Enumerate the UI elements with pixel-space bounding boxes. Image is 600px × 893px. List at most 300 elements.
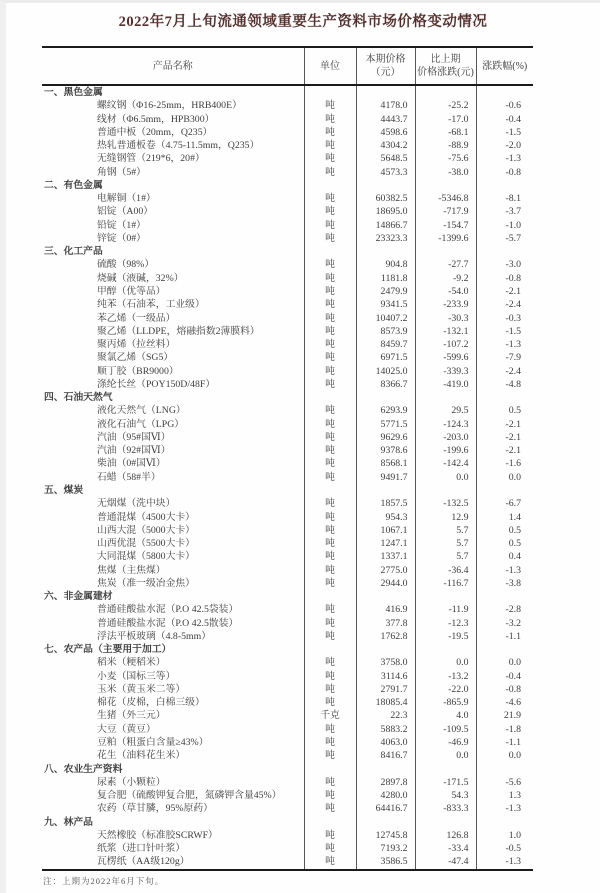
pct-change-cell: 1.0 bbox=[476, 829, 533, 842]
page-title: 2022年7月上旬流通领域重要生产资料市场价格变动情况 bbox=[118, 14, 488, 30]
unit-cell: 吨 bbox=[304, 603, 356, 616]
current-price-cell: 18085.4 bbox=[356, 696, 415, 709]
price-change-cell: 0.0 bbox=[415, 749, 476, 762]
current-price-cell: 9341.5 bbox=[356, 298, 415, 311]
current-price-cell: 12745.8 bbox=[356, 829, 415, 842]
header-current-price-line1: 本期价格 bbox=[365, 54, 406, 65]
unit-cell: 吨 bbox=[304, 457, 356, 470]
unit-cell: 吨 bbox=[304, 312, 356, 325]
product-name-cell: 汽油（92#国Ⅵ） bbox=[97, 445, 171, 457]
pct-change-cell: 0.5 bbox=[476, 537, 533, 550]
product-row bbox=[42, 126, 533, 139]
pct-change-cell: -0.3 bbox=[476, 312, 533, 325]
price-change-cell: 29.5 bbox=[415, 404, 476, 417]
empty-cell bbox=[304, 590, 356, 603]
price-change-cell: 0.0 bbox=[415, 471, 476, 484]
current-price-cell: 1337.1 bbox=[356, 550, 415, 563]
price-table bbox=[42, 46, 533, 871]
product-name-cell: 苯乙烯（一级品） bbox=[97, 312, 176, 324]
product-name-cell: 液化天然气（LNG） bbox=[97, 405, 186, 417]
product-name-cell: 复合肥（硫酸钾复合肥，氮磷钾含量45%） bbox=[97, 790, 282, 802]
pct-change-cell: -1.0 bbox=[476, 219, 533, 232]
price-change-cell: -46.9 bbox=[415, 736, 476, 749]
current-price-cell: 3586.5 bbox=[356, 855, 415, 869]
section-title: 五、煤炭 bbox=[44, 484, 84, 496]
current-price-cell: 4443.7 bbox=[356, 113, 415, 126]
price-change-cell: -13.2 bbox=[415, 670, 476, 683]
product-row bbox=[42, 524, 533, 537]
product-name-cell: 线材（Φ6.5mm，HPB300） bbox=[97, 113, 215, 125]
unit-cell: 吨 bbox=[304, 99, 356, 112]
section-row bbox=[42, 391, 533, 404]
pct-change-cell: 1.3 bbox=[476, 789, 533, 802]
empty-cell bbox=[476, 816, 533, 829]
pct-change-cell: -5.6 bbox=[476, 776, 533, 789]
product-name-cell: 液化石油气（LPG） bbox=[97, 418, 185, 430]
unit-cell: 吨 bbox=[304, 444, 356, 457]
section-row bbox=[42, 816, 533, 829]
pct-change-cell: -5.7 bbox=[476, 232, 533, 245]
product-row bbox=[42, 789, 533, 802]
section-title: 一、黑色金属 bbox=[44, 87, 103, 98]
product-name-cell: 汽油（95#国Ⅵ） bbox=[97, 431, 171, 443]
product-name-cell: 纯苯（石油苯，工业级） bbox=[97, 299, 205, 311]
product-row bbox=[42, 696, 533, 709]
price-change-cell: -27.7 bbox=[415, 258, 476, 271]
product-row bbox=[42, 709, 533, 722]
product-name-cell: 普通硅酸盐水泥（P.O 42.5袋装） bbox=[97, 604, 239, 616]
product-name-cell: 浮法平板玻璃（4.8-5mm） bbox=[97, 630, 212, 642]
unit-cell: 吨 bbox=[304, 630, 356, 643]
current-price-cell: 14866.7 bbox=[356, 219, 415, 232]
product-row bbox=[42, 444, 533, 457]
product-row bbox=[42, 656, 533, 669]
unit-cell: 吨 bbox=[304, 365, 356, 378]
empty-cell bbox=[476, 484, 533, 497]
current-price-cell: 14025.0 bbox=[356, 365, 415, 378]
empty-cell bbox=[356, 763, 415, 776]
unit-cell: 吨 bbox=[304, 577, 356, 590]
price-change-cell: -142.4 bbox=[415, 457, 476, 470]
product-row bbox=[42, 603, 533, 616]
product-row bbox=[42, 457, 533, 470]
table-header bbox=[42, 47, 533, 85]
product-row bbox=[42, 511, 533, 524]
pct-change-cell: 21.9 bbox=[476, 709, 533, 722]
price-change-cell: -11.9 bbox=[415, 603, 476, 616]
empty-cell bbox=[304, 763, 356, 776]
price-change-cell: -124.3 bbox=[415, 418, 476, 431]
current-price-cell: 22.3 bbox=[356, 709, 415, 722]
price-change-cell: -833.3 bbox=[415, 802, 476, 815]
price-change-cell: -107.2 bbox=[415, 338, 476, 351]
product-row bbox=[42, 630, 533, 643]
unit-cell: 吨 bbox=[304, 298, 356, 311]
empty-cell bbox=[476, 85, 533, 99]
product-row bbox=[42, 537, 533, 550]
price-change-cell: 5.7 bbox=[415, 537, 476, 550]
pct-change-cell: -1.5 bbox=[476, 325, 533, 338]
unit-cell: 吨 bbox=[304, 378, 356, 391]
unit-cell: 吨 bbox=[304, 219, 356, 232]
current-price-cell: 2791.7 bbox=[356, 683, 415, 696]
pct-change-cell: -1.3 bbox=[476, 338, 533, 351]
unit-cell: 吨 bbox=[304, 258, 356, 271]
empty-cell bbox=[304, 179, 356, 192]
unit-cell: 吨 bbox=[304, 617, 356, 630]
current-price-cell: 8366.7 bbox=[356, 378, 415, 391]
price-change-cell: -9.2 bbox=[415, 272, 476, 285]
empty-cell bbox=[415, 763, 476, 776]
product-row bbox=[42, 736, 533, 749]
pct-change-cell: 0.4 bbox=[476, 550, 533, 563]
pct-change-cell: -1.3 bbox=[476, 564, 533, 577]
empty-cell bbox=[415, 590, 476, 603]
pct-change-cell: -1.3 bbox=[476, 802, 533, 815]
pct-change-cell: -2.1 bbox=[476, 285, 533, 298]
unit-cell: 吨 bbox=[304, 656, 356, 669]
empty-cell bbox=[356, 179, 415, 192]
empty-cell bbox=[415, 816, 476, 829]
pct-change-cell: -0.4 bbox=[476, 670, 533, 683]
pct-change-cell: -0.8 bbox=[476, 683, 533, 696]
price-change-cell: -22.0 bbox=[415, 683, 476, 696]
product-row bbox=[42, 683, 533, 696]
product-name-cell: 烧碱（液碱，32%） bbox=[97, 272, 184, 284]
product-row bbox=[42, 404, 533, 417]
current-price-cell: 64416.7 bbox=[356, 802, 415, 815]
pct-change-cell: -1.8 bbox=[476, 723, 533, 736]
price-change-cell: -47.4 bbox=[415, 855, 476, 869]
product-name-cell: 瓦楞纸（AA级120g） bbox=[42, 855, 304, 869]
price-change-cell: -75.6 bbox=[415, 152, 476, 165]
current-price-cell: 4598.6 bbox=[356, 126, 415, 139]
current-price-cell: 18695.0 bbox=[356, 205, 415, 218]
product-row bbox=[42, 338, 533, 351]
header-current-price-line2: （元） bbox=[370, 67, 401, 78]
current-price-cell: 8416.7 bbox=[356, 749, 415, 762]
product-name-cell: 角钢（5#） bbox=[97, 166, 146, 178]
header-pct-change: 涨跌幅(%) bbox=[476, 47, 533, 85]
empty-cell bbox=[304, 484, 356, 497]
pct-change-cell: -4.8 bbox=[476, 378, 533, 391]
price-change-cell: -233.9 bbox=[415, 298, 476, 311]
product-name-cell: 生猪（外三元） bbox=[97, 710, 166, 722]
current-price-cell: 1247.1 bbox=[356, 537, 415, 550]
unit-cell: 吨 bbox=[304, 829, 356, 842]
current-price-cell: 416.9 bbox=[356, 603, 415, 616]
product-name-cell: 甲醇（优等品） bbox=[97, 285, 166, 297]
unit-cell: 吨 bbox=[304, 537, 356, 550]
unit-cell: 吨 bbox=[304, 166, 356, 179]
product-name-cell: 聚氯乙烯（SG5） bbox=[97, 352, 174, 364]
unit-cell: 吨 bbox=[304, 232, 356, 245]
product-row bbox=[42, 723, 533, 736]
table-body bbox=[42, 85, 533, 870]
current-price-cell: 4063.0 bbox=[356, 736, 415, 749]
unit-cell: 吨 bbox=[304, 497, 356, 510]
product-row bbox=[42, 285, 533, 298]
price-change-cell: -30.3 bbox=[415, 312, 476, 325]
current-price-cell: 9491.7 bbox=[356, 471, 415, 484]
product-row bbox=[42, 272, 533, 285]
product-name-cell: 大同混煤（5800大卡） bbox=[97, 551, 195, 563]
product-row bbox=[42, 497, 533, 510]
price-change-cell: 12.9 bbox=[415, 511, 476, 524]
product-row bbox=[42, 192, 533, 205]
empty-cell bbox=[476, 245, 533, 258]
product-name-cell: 聚乙烯（LLDPE，熔融指数2薄膜料） bbox=[97, 325, 260, 337]
product-row bbox=[42, 431, 533, 444]
product-row bbox=[42, 564, 533, 577]
empty-cell bbox=[415, 179, 476, 192]
unit-cell: 吨 bbox=[304, 338, 356, 351]
current-price-cell: 954.3 bbox=[356, 511, 415, 524]
empty-cell bbox=[356, 245, 415, 258]
price-change-cell: -33.4 bbox=[415, 842, 476, 855]
product-row bbox=[42, 829, 533, 842]
current-price-cell: 4178.0 bbox=[356, 99, 415, 112]
product-name-cell: 棉花（皮棉，白棉三级） bbox=[97, 697, 205, 709]
unit-cell: 吨 bbox=[304, 670, 356, 683]
current-price-cell: 4304.2 bbox=[356, 139, 415, 152]
current-price-cell: 2775.0 bbox=[356, 564, 415, 577]
product-row bbox=[42, 855, 533, 869]
empty-cell bbox=[415, 484, 476, 497]
product-name-cell: 电解铜（1#） bbox=[97, 193, 156, 205]
current-price-cell: 2897.8 bbox=[356, 776, 415, 789]
current-price-cell: 60382.5 bbox=[356, 192, 415, 205]
unit-cell: 吨 bbox=[304, 683, 356, 696]
product-row bbox=[42, 471, 533, 484]
pct-change-cell: -8.1 bbox=[476, 192, 533, 205]
product-row bbox=[42, 418, 533, 431]
empty-cell bbox=[476, 391, 533, 404]
product-name-cell: 热轧普通板卷（4.75-11.5mm，Q235） bbox=[97, 140, 260, 152]
current-price-cell: 6971.5 bbox=[356, 351, 415, 364]
unit-cell: 吨 bbox=[304, 285, 356, 298]
product-row bbox=[42, 113, 533, 126]
product-name-cell: 螺纹钢（Φ16-25mm，HRB400E） bbox=[97, 100, 242, 112]
price-change-cell: -203.0 bbox=[415, 431, 476, 444]
header-row bbox=[42, 47, 533, 85]
product-name-cell: 尿素（小颗粒） bbox=[97, 776, 166, 788]
section-title: 九、林产品 bbox=[44, 816, 93, 828]
current-price-cell: 8573.9 bbox=[356, 325, 415, 338]
product-row bbox=[42, 312, 533, 325]
product-name-cell: 纸浆（进口针叶浆） bbox=[97, 843, 186, 855]
product-row bbox=[42, 550, 533, 563]
unit-cell: 吨 bbox=[304, 696, 356, 709]
header-current-price bbox=[356, 47, 415, 85]
product-row bbox=[42, 378, 533, 391]
unit-cell: 吨 bbox=[304, 404, 356, 417]
pct-change-cell: -0.6 bbox=[476, 99, 533, 112]
product-name-cell: 涤纶长丝（POY150D/48F） bbox=[97, 378, 216, 390]
unit-cell: 吨 bbox=[304, 418, 356, 431]
product-name-cell: 豆粕（粗蛋白含量≥43%） bbox=[97, 737, 209, 749]
product-row bbox=[42, 617, 533, 630]
unit-cell: 吨 bbox=[304, 126, 356, 139]
pct-change-cell: -3.7 bbox=[476, 205, 533, 218]
empty-cell bbox=[415, 391, 476, 404]
product-row bbox=[42, 365, 533, 378]
unit-cell: 吨 bbox=[304, 736, 356, 749]
product-row bbox=[42, 152, 533, 165]
section-title: 六、非金属建材 bbox=[44, 591, 113, 603]
unit-cell: 吨 bbox=[304, 325, 356, 338]
price-change-cell: -419.0 bbox=[415, 378, 476, 391]
price-change-cell: -171.5 bbox=[415, 776, 476, 789]
price-change-cell: -199.6 bbox=[415, 444, 476, 457]
section-row bbox=[42, 590, 533, 603]
product-row bbox=[42, 298, 533, 311]
product-name-cell: 小麦（国标三等） bbox=[97, 670, 176, 682]
empty-cell bbox=[415, 643, 476, 656]
product-row bbox=[42, 325, 533, 338]
current-price-cell: 7193.2 bbox=[356, 842, 415, 855]
product-name-cell: 花生（油料花生米） bbox=[97, 750, 186, 762]
unit-cell: 吨 bbox=[304, 564, 356, 577]
price-change-cell: -12.3 bbox=[415, 617, 476, 630]
product-name-cell: 大豆（黄豆） bbox=[97, 723, 156, 735]
section-title: 四、石油天然气 bbox=[44, 392, 113, 404]
pct-change-cell: -0.4 bbox=[476, 113, 533, 126]
product-name-cell: 农药（草甘膦，95%原药） bbox=[97, 803, 213, 815]
price-change-cell: -54.0 bbox=[415, 285, 476, 298]
current-price-cell: 9378.6 bbox=[356, 444, 415, 457]
pct-change-cell: -3.8 bbox=[476, 577, 533, 590]
section-row bbox=[42, 179, 533, 192]
pct-change-cell: -1.1 bbox=[476, 736, 533, 749]
product-name-cell: 玉米（黄玉米二等） bbox=[97, 683, 186, 695]
product-name-cell: 山西大混（5000大卡） bbox=[97, 524, 195, 536]
unit-cell: 吨 bbox=[304, 113, 356, 126]
unit-cell: 吨 bbox=[304, 789, 356, 802]
unit-cell: 吨 bbox=[304, 139, 356, 152]
unit-cell: 吨 bbox=[304, 351, 356, 364]
section-row bbox=[42, 484, 533, 497]
product-name-cell: 普通中板（20mm，Q235） bbox=[97, 126, 213, 138]
product-row bbox=[42, 577, 533, 590]
price-change-cell: 4.0 bbox=[415, 709, 476, 722]
unit-cell: 吨 bbox=[304, 524, 356, 537]
price-change-cell: -17.0 bbox=[415, 113, 476, 126]
product-row bbox=[42, 749, 533, 762]
price-change-cell: -19.5 bbox=[415, 630, 476, 643]
unit-cell: 吨 bbox=[304, 550, 356, 563]
unit-cell: 吨 bbox=[304, 511, 356, 524]
empty-cell bbox=[415, 245, 476, 258]
empty-cell bbox=[356, 484, 415, 497]
pct-change-cell: 0.0 bbox=[476, 749, 533, 762]
price-change-cell: -132.1 bbox=[415, 325, 476, 338]
empty-cell bbox=[304, 643, 356, 656]
section-title: 三、化工产品 bbox=[44, 246, 103, 258]
price-change-cell: -68.1 bbox=[415, 126, 476, 139]
pct-change-cell: -3.2 bbox=[476, 617, 533, 630]
pct-change-cell: -2.8 bbox=[476, 603, 533, 616]
empty-cell bbox=[476, 179, 533, 192]
price-change-cell: -25.2 bbox=[415, 99, 476, 112]
pct-change-cell: 0.0 bbox=[476, 471, 533, 484]
pct-change-cell: -2.1 bbox=[476, 418, 533, 431]
pct-change-cell: -1.5 bbox=[476, 126, 533, 139]
unit-cell: 吨 bbox=[304, 802, 356, 815]
empty-cell bbox=[304, 245, 356, 258]
pct-change-cell: 0.5 bbox=[476, 404, 533, 417]
pct-change-cell: -2.0 bbox=[476, 139, 533, 152]
empty-cell bbox=[356, 816, 415, 829]
price-change-cell: 5.7 bbox=[415, 550, 476, 563]
section-row bbox=[42, 763, 533, 776]
header-unit: 单位 bbox=[304, 47, 356, 85]
empty-cell bbox=[356, 391, 415, 404]
pct-change-cell: 0.0 bbox=[476, 656, 533, 669]
empty-cell bbox=[476, 643, 533, 656]
product-name-cell: 石蜡（58#半） bbox=[97, 471, 161, 483]
section-row bbox=[42, 245, 533, 258]
current-price-cell: 904.8 bbox=[356, 258, 415, 271]
unit-cell: 吨 bbox=[304, 192, 356, 205]
pct-change-cell: -1.3 bbox=[476, 152, 533, 165]
pct-change-cell: -1.6 bbox=[476, 457, 533, 470]
section-row bbox=[42, 643, 533, 656]
product-row bbox=[42, 166, 533, 179]
current-price-cell: 1762.8 bbox=[356, 630, 415, 643]
product-name-cell: 锌锭（0#） bbox=[97, 232, 146, 244]
product-row bbox=[42, 842, 533, 855]
pct-change-cell: -1.1 bbox=[476, 630, 533, 643]
unit-cell: 吨 bbox=[304, 749, 356, 762]
pct-change-cell: -0.8 bbox=[476, 272, 533, 285]
product-name-cell: 铅锭（1#） bbox=[97, 219, 146, 231]
price-change-cell: -154.7 bbox=[415, 219, 476, 232]
product-row bbox=[42, 99, 533, 112]
current-price-cell: 4573.3 bbox=[356, 166, 415, 179]
section-row bbox=[42, 85, 533, 99]
product-name-cell: 铝锭（A00） bbox=[97, 206, 154, 218]
product-name-cell: 天然橡胶（标准胶SCRWF） bbox=[97, 829, 218, 841]
pct-change-cell: -2.4 bbox=[476, 365, 533, 378]
price-change-cell: -599.6 bbox=[415, 351, 476, 364]
current-price-cell: 8568.1 bbox=[356, 457, 415, 470]
unit-cell: 吨 bbox=[304, 842, 356, 855]
product-row bbox=[42, 232, 533, 245]
price-change-cell: -88.9 bbox=[415, 139, 476, 152]
product-row bbox=[42, 351, 533, 364]
product-row bbox=[42, 670, 533, 683]
price-change-cell: -116.7 bbox=[415, 577, 476, 590]
empty-cell bbox=[304, 85, 356, 99]
pct-change-cell: -7.9 bbox=[476, 351, 533, 364]
section-title: 二、有色金属 bbox=[44, 179, 103, 191]
product-name-cell: 焦煤（主焦煤） bbox=[97, 564, 166, 576]
header-change-line2: 价格涨跌(元) bbox=[417, 67, 474, 78]
header-change-line1: 比上期 bbox=[430, 54, 461, 65]
current-price-cell: 5771.5 bbox=[356, 418, 415, 431]
product-name-cell: 普通混煤（4500大卡） bbox=[97, 511, 195, 523]
price-change-cell: -339.3 bbox=[415, 365, 476, 378]
price-change-cell: 0.0 bbox=[415, 656, 476, 669]
price-change-cell: 126.8 bbox=[415, 829, 476, 842]
current-price-cell: 4280.0 bbox=[356, 789, 415, 802]
empty-cell bbox=[304, 816, 356, 829]
product-row bbox=[42, 802, 533, 815]
unit-cell: 吨 bbox=[304, 776, 356, 789]
section-title: 七、农产品（主要用于加工） bbox=[44, 644, 172, 656]
pct-change-cell: 0.5 bbox=[476, 524, 533, 537]
